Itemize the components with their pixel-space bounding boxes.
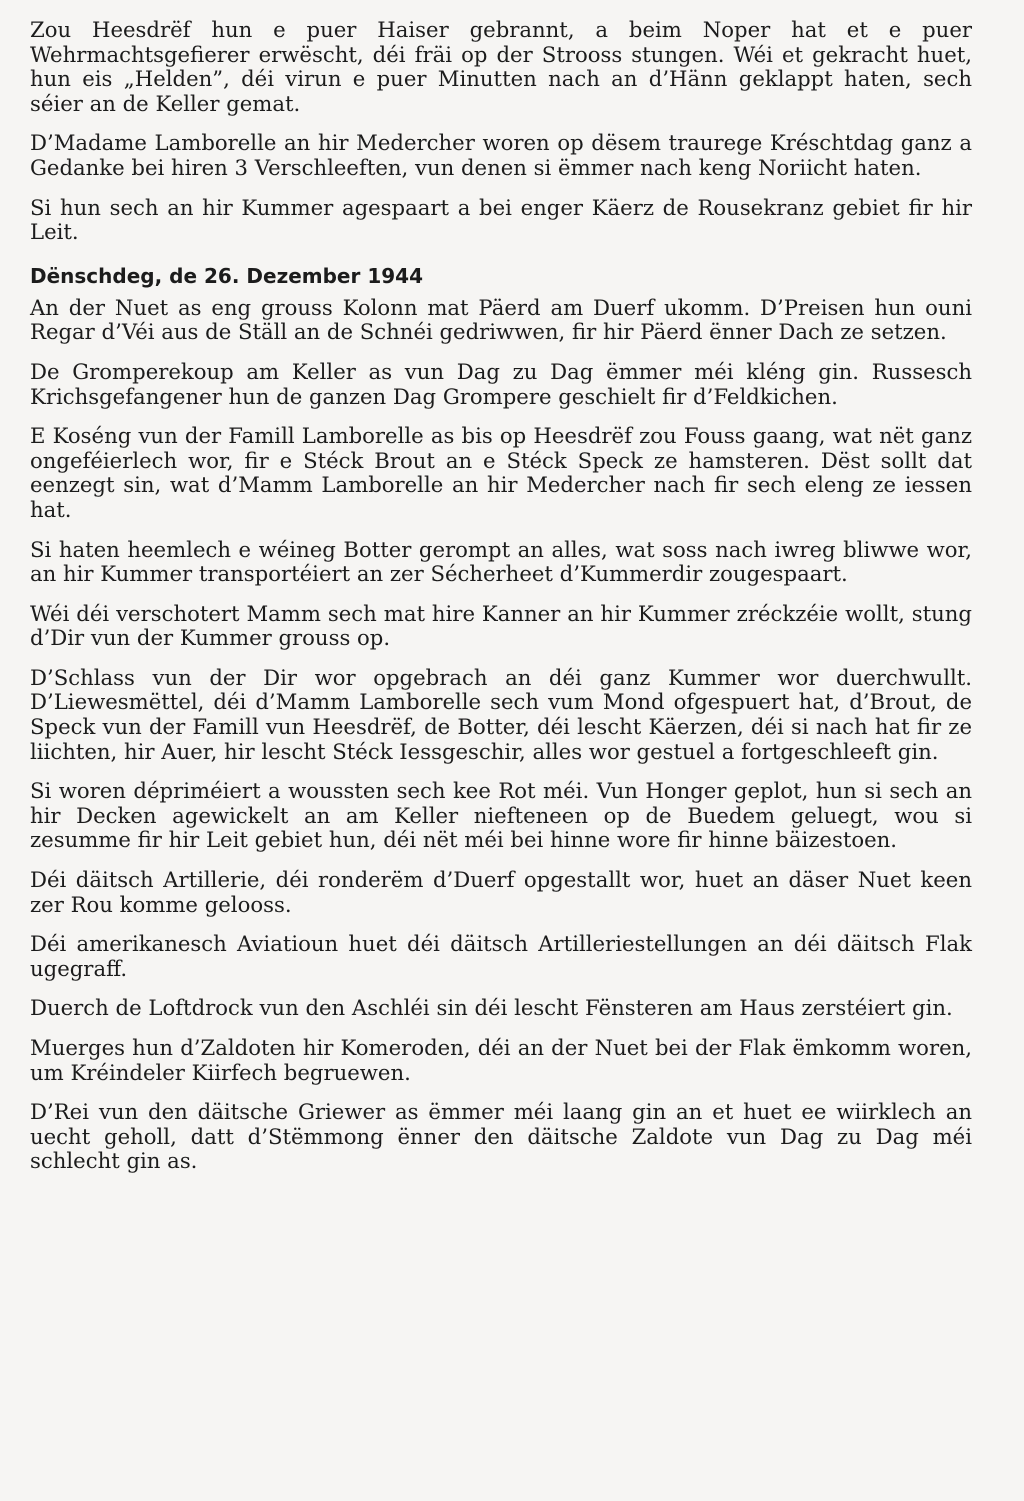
paragraph: D’Madame Lamborelle an hir Medercher woren op dësem traurege Kréschtdag ganz a Gedanke bei hiren 3 Verschleeften, vun denen si ëmmer nach keng Noriicht haten.: [30, 130, 972, 180]
paragraph: Si haten heemlech e wéineg Botter gerompt an alles, wat soss nach iwreg bliwwe wor, an hir Kummer transportéiert an zer Sécherheet d’Kummerdir zougespaart.: [30, 536, 972, 587]
paragraph: Duerch de Loftdrock vun den Aschléi sin déi lescht Fënsteren am Haus zerstéiert gin.: [30, 995, 953, 1021]
section-heading: Dënschdeg, de 26. Dezember 1944: [30, 263, 423, 288]
paragraph: An der Nuet as eng grouss Kolonn mat Päerd am Duerf ukomm. D’Preisen hun ouni Regar d’Véi aus de Ställ an de Schnéi gedriwwen, fir hir Päerd ënner Dach ze setzen.: [30, 294, 972, 345]
paragraph: Wéi déi verschotert Mamm sech mat hire Kanner an hir Kummer zréckzéie wollt, stung d’Dir vun der Kummer grouss op.: [30, 600, 972, 651]
paragraph: Muerges hun d’Zaldoten hir Komeroden, déi an der Nuet bei der Flak ëmkomm woren, um Kréindeler Kiirfech begruewen.: [30, 1035, 972, 1085]
paragraph: Zou Heesdrëf hun e puer Haiser gebrannt, a beim Noper hat et e puer Wehrmachtsgefierer erwëscht, déi fräi op der Strooss stungen. Wéi et gekracht huet, hun eis „Helden”, déi virun e puer Minutten nach an d’Hänn geklappt haten, sech séier an de Keller gemat.: [30, 17, 972, 116]
paragraph: De Gromperekoup am Keller as vun Dag zu Dag ëmmer méi kléng gin. Russesch Krichsgefangener hun de ganzen Dag Grompere geschielt fir d’Feldkichen.: [30, 358, 972, 409]
paragraph: Déi amerikanesch Aviatioun huet déi däitsch Artilleriestellungen an déi däitsch Flak ugegraff.: [30, 931, 972, 981]
paragraph: E Koséng vun der Famill Lamborelle as bis op Heesdrëf zou Fouss gaang, wat nët ganz ongeféierlech wor, fir e Stéck Brout an e Stéck Speck ze hamsteren. Dëst sollt dat eenzegt sin, wat d’Mamm Lamborelle an hir Medercher nach fir sech eleng ze iessen hat.: [30, 423, 972, 522]
paragraph: Si hun sech an hir Kummer agespaart a bei enger Käerz de Rousekranz gebiet fir hir Leit.: [30, 194, 972, 245]
paragraph: D’Schlass vun der Dir wor opgebrach an déi ganz Kummer wor duerchwullt. D’Liewesmëttel, déi d’Mamm Lamborelle sech vum Mond ofgespuert hat, d’Brout, de Speck vun der Famill vun Heesdrëf, de Botter, déi lescht Käerzen, déi si nach hat fir ze liichten, hir Auer, hir lescht Stéck Iessgeschir, alles wor gestuel a fortgeschleeft gin.: [30, 664, 972, 764]
paragraph: Si woren dépriméiert a woussten sech kee Rot méi. Vun Honger geplot, hun si sech an hir Decken agewickelt an am Keller niefteneen op de Buedem geluegt, wou si zesumme fir hir Leit gebiet hun, déi nët méi bei hinne wore fir hinne bäizestoen.: [30, 778, 972, 853]
paragraph: Déi däitsch Artillerie, déi ronderëm d’Duerf opgestallt wor, huet an däser Nuet keen zer Rou komme gelooss.: [30, 867, 972, 917]
paragraph: D’Rei vun den däitsche Griewer as ëmmer méi laang gin an et huet ee wiirklech an uecht geholl, datt d’Stëmmong ënner den däitsche Zaldote vun Dag zu Dag méi schlecht gin as.: [30, 1099, 972, 1174]
